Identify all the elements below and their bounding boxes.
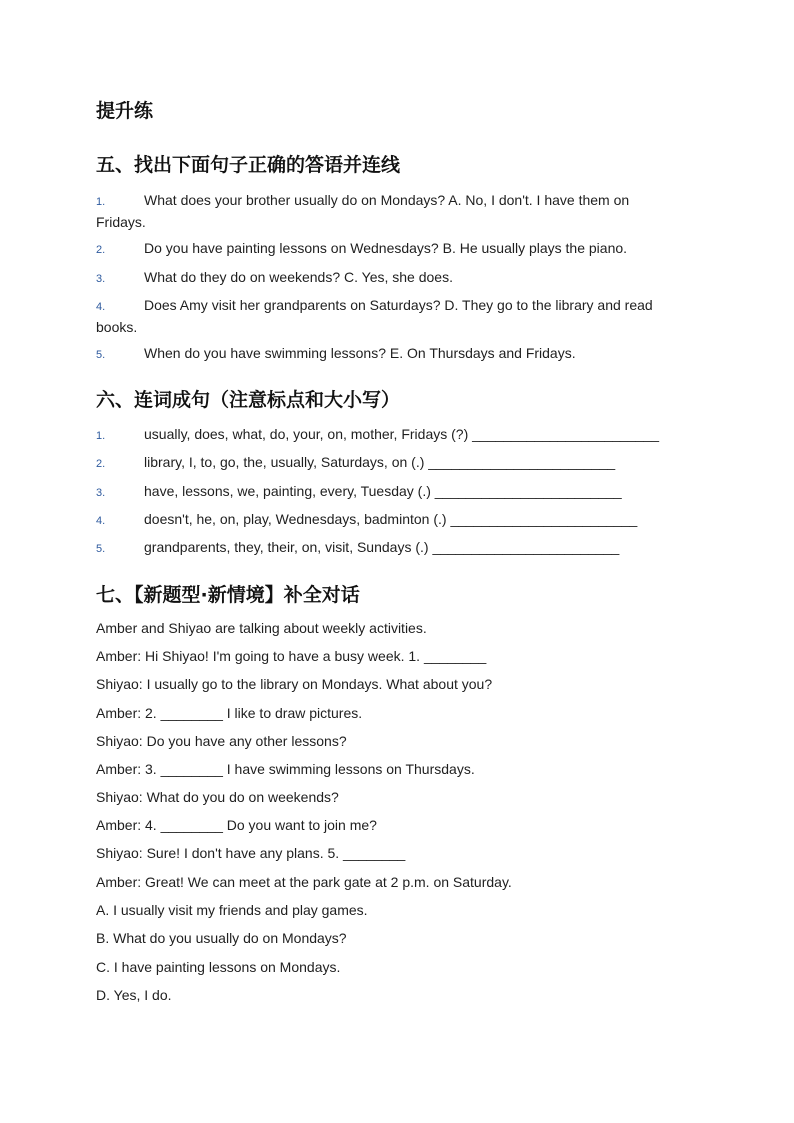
option-c: C. I have painting lessons on Mondays. (96, 959, 341, 975)
section-5-item-1 (96, 190, 676, 232)
item-number: 1. (96, 430, 106, 442)
section-5-item-3 (96, 267, 676, 289)
item-text: library, I, to, go, the, usually, Saturdays, on (.) ________________________ (144, 454, 616, 470)
section-7-title: 七、【新题型·新情境】补全对话 (96, 584, 360, 606)
dialogue-intro: Amber and Shiyao are talking about weekly activities. (96, 620, 427, 636)
dialogue-line: Amber: Hi Shiyao! I'm going to have a busy week. 1. ________ (96, 648, 487, 664)
dialogue-line: Amber: 4. ________ Do you want to join me? (96, 817, 377, 833)
option-d: D. Yes, I do. (96, 987, 172, 1003)
item-text: doesn't, he, on, play, Wednesdays, badminton (.) ________________________ (144, 511, 638, 527)
item-text: have, lessons, we, painting, every, Tuesday (.) ________________________ (144, 483, 622, 499)
section-5-item-4 (96, 295, 676, 337)
section-6-item-4 (96, 509, 676, 531)
item-number: 1. (96, 196, 106, 208)
item-number: 4. (96, 515, 106, 527)
section-6-title: 六、连词成句（注意标点和大小写） (96, 389, 401, 411)
item-number: 2. (96, 244, 106, 256)
section-6-item-3 (96, 481, 676, 503)
dialogue-line: Amber: Great! We can meet at the park gate at 2 p.m. on Saturday. (96, 874, 512, 890)
item-text: What do they do on weekends? C. Yes, she does. (144, 269, 453, 285)
item-text: grandparents, they, their, on, visit, Sundays (.) ________________________ (144, 539, 620, 555)
item-number: 5. (96, 543, 106, 555)
section-5-title: 五、找出下面句子正确的答语并连线 (96, 154, 401, 176)
item-text: When do you have swimming lessons? E. On Thursdays and Fridays. (144, 345, 576, 361)
item-number: 2. (96, 458, 106, 470)
dialogue-line: Amber: 2. ________ I like to draw pictures. (96, 705, 363, 721)
section-5-item-5 (96, 343, 676, 365)
item-number: 4. (96, 301, 106, 313)
item-number: 3. (96, 273, 106, 285)
dialogue-line: Shiyao: I usually go to the library on Mondays. What about you? (96, 676, 493, 692)
item-text: What does your brother usually do on Mondays? A. No, I don't. I have them on Fridays. (96, 192, 630, 230)
item-text: usually, does, what, do, your, on, mother, Fridays (?) ________________________ (144, 426, 659, 442)
item-number: 5. (96, 349, 106, 361)
section-6-item-1 (96, 424, 676, 446)
dialogue-line: Amber: 3. ________ I have swimming lessons on Thursdays. (96, 761, 475, 777)
worksheet-heading: 提升练 (96, 100, 154, 122)
dialogue-line: Shiyao: Sure! I don't have any plans. 5. ________ (96, 845, 406, 861)
section-6-item-2 (96, 452, 676, 474)
dialogue-line: Shiyao: Do you have any other lessons? (96, 733, 347, 749)
dialogue-line: Shiyao: What do you do on weekends? (96, 789, 339, 805)
section-5-item-2 (96, 238, 676, 260)
option-b: B. What do you usually do on Mondays? (96, 930, 347, 946)
section-6-item-5 (96, 537, 676, 559)
item-text: Do you have painting lessons on Wednesdays? B. He usually plays the piano. (144, 240, 628, 256)
item-number: 3. (96, 487, 106, 499)
option-a: A. I usually visit my friends and play games. (96, 902, 368, 918)
item-text: Does Amy visit her grandparents on Saturdays? D. They go to the library and read books. (96, 297, 653, 335)
